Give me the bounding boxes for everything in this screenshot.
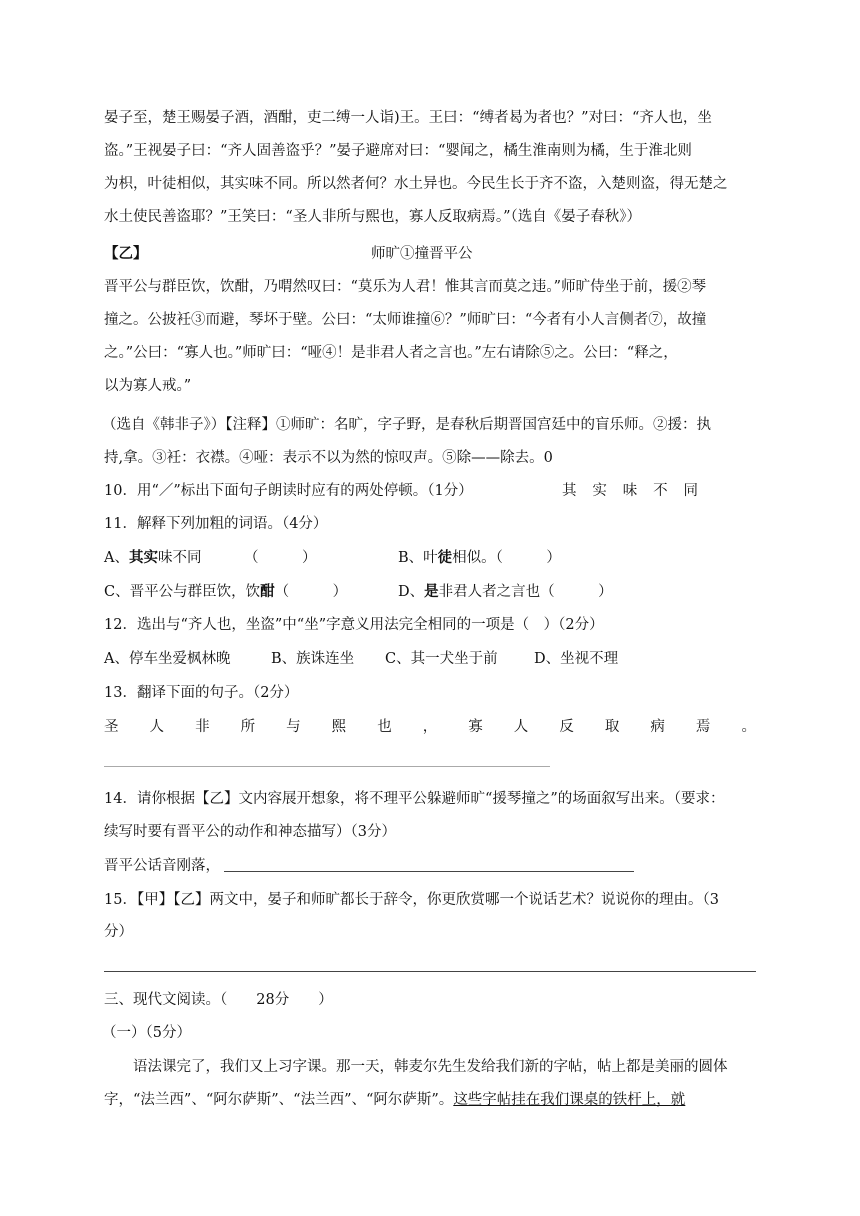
q13-char: 所 (240, 719, 256, 735)
passage-jia-line: 水土使民善盗耶？”王笑曰：“圣人非所与熙也，寡人反取病焉。”（选自《晏子春秋》） (104, 209, 641, 225)
q10-char: 同 (683, 483, 698, 499)
question-13: 13．翻译下面的句子。（2分） (104, 685, 299, 701)
q10-sentence (562, 481, 698, 501)
q13-char: ， (422, 719, 438, 735)
modern-text-line: 字，“法兰西”、“阿尔萨斯”、“法兰西”、“阿尔萨斯”。这些字帖挂在我们课桌的铁杆上，就 (104, 1092, 686, 1108)
question-12: 12．选出与“齐人也，坐盗”中“坐”字意义用法完全相同的一项是（ ）（2分） (104, 617, 604, 633)
q13-char: 熙 (331, 719, 347, 735)
q10-char: 其 (562, 483, 577, 499)
q14-lead: 晋平公话音刚落， (104, 858, 220, 874)
q14-answer-line[interactable] (224, 871, 634, 872)
q11-option-b: B、叶徒相似。（ ） (398, 549, 561, 566)
q13-char: 人 (149, 719, 165, 735)
q13-char: 病 (650, 719, 665, 735)
question-15-cont: 分） (104, 924, 133, 940)
q13-char: 人 (513, 719, 529, 735)
q12-option-a: A、停车坐爱枫林晚 (104, 651, 231, 667)
q11-option-a-blank: （ ） (244, 550, 317, 566)
q13-char: 焉 (695, 719, 711, 735)
passage-jia-line: 盗。”王视晏子曰：“齐人固善盗乎？”晏子避席对曰：“婴闻之，橘生淮南则为橘，生于淮北则 (104, 143, 692, 159)
q10-char: 味 (622, 483, 638, 499)
modern-text-line: 语法课完了，我们又上习字课。那一天，韩麦尔先生发给我们新的字帖，帖上都是美丽的圆体 (133, 1059, 728, 1075)
q10-char: 实 (592, 483, 607, 499)
q13-char: 非 (195, 719, 210, 735)
passage-yi-line: 之。”公曰：“寡人也。”师旷曰：“哑④！是非君人者之言也。”左右请除⑤之。公曰：“释之， (104, 345, 678, 361)
question-10: 10．用“／”标出下面句子朗读时应有的两处停顿。（1分） (104, 483, 473, 499)
q11-option-d: D、是非君人者之言也（ ） (398, 583, 613, 600)
notes-line: （选自《韩非子》）【注释】①师旷：名旷，字子野，是春秋后期晋国宫廷中的盲乐师。②援：执 (102, 417, 711, 433)
q12-option-c: C、其一犬坐于前 (385, 651, 498, 667)
passage-jia-line: 为枳，叶徒相似，其实味不同。所以然者何？水土异也。今民生长于齐不盗，入楚则盗，得无楚之 (104, 176, 728, 192)
yi-title: 师旷①撞晋平公 (371, 246, 473, 262)
question-11: 11．解释下列加粗的词语。（4分） (104, 516, 328, 532)
underlined-sentence: 这些字帖挂在我们课桌的铁杆上，就 (453, 1092, 686, 1108)
notes-line: 持,拿。③衽：衣襟。④哑：表示不以为然的惊叹声。⑤除——除去。0 (104, 450, 553, 466)
q13-sentence (104, 717, 756, 737)
q11-option-a: A、其实味不同 (104, 549, 202, 566)
q13-char: 反 (559, 719, 574, 735)
passage-yi-line: 晋平公与群臣饮，饮酣，乃喟然叹曰：“莫乐为人君！惟其言而莫之违。”师旷侍坐于前，援②琴 (104, 279, 707, 295)
q13-char: 。 (741, 719, 756, 735)
q13-char: 取 (604, 719, 620, 735)
section-3-heading: 三、现代文阅读。（ 28分 ） (104, 992, 333, 1008)
q15-answer-line[interactable] (104, 971, 756, 972)
q13-char: 与 (286, 719, 301, 735)
q10-char: 不 (653, 483, 668, 499)
q12-option-d: D、坐视不理 (534, 651, 619, 667)
q13-char: 寡 (468, 719, 483, 735)
passage-yi-line: 以为寡人戒。” (104, 378, 192, 394)
q12-option-b: B、族诛连坐 (271, 651, 355, 667)
q13-answer-line[interactable] (104, 766, 550, 767)
q13-char: 圣 (104, 719, 119, 735)
yi-label: 【乙】 (104, 245, 148, 262)
passage-yi-line: 撞之。公披衽③而避，琴坏于壁。公曰：“太师谁撞⑥？”师旷曰：“今者有小人言侧者⑦，故撞 (104, 312, 707, 328)
q13-char: 也 (377, 719, 392, 735)
question-14-cont: 续写时要有晋平公的动作和神态描写）（3分） (104, 824, 396, 840)
section-3-subheading: （一）（5分） (102, 1025, 191, 1041)
q11-option-c: C、晋平公与群臣饮，饮酣（ ） (104, 583, 348, 600)
question-15: 15．【甲】【乙】两文中，晏子和师旷都长于辞令，你更欣赏哪一个说话艺术？说说你的理由。（3 (104, 892, 719, 908)
question-14: 14．请你根据【乙】文内容展开想象，将不理平公躲避师旷“援琴撞之”的场面叙写出来。（要求： (104, 791, 725, 807)
passage-jia-line: 晏子至，楚王赐晏子酒，酒酣，吏二缚一人诣)王。王曰：“缚者曷为者也？”对曰：“齐人也，坐 (104, 110, 712, 126)
